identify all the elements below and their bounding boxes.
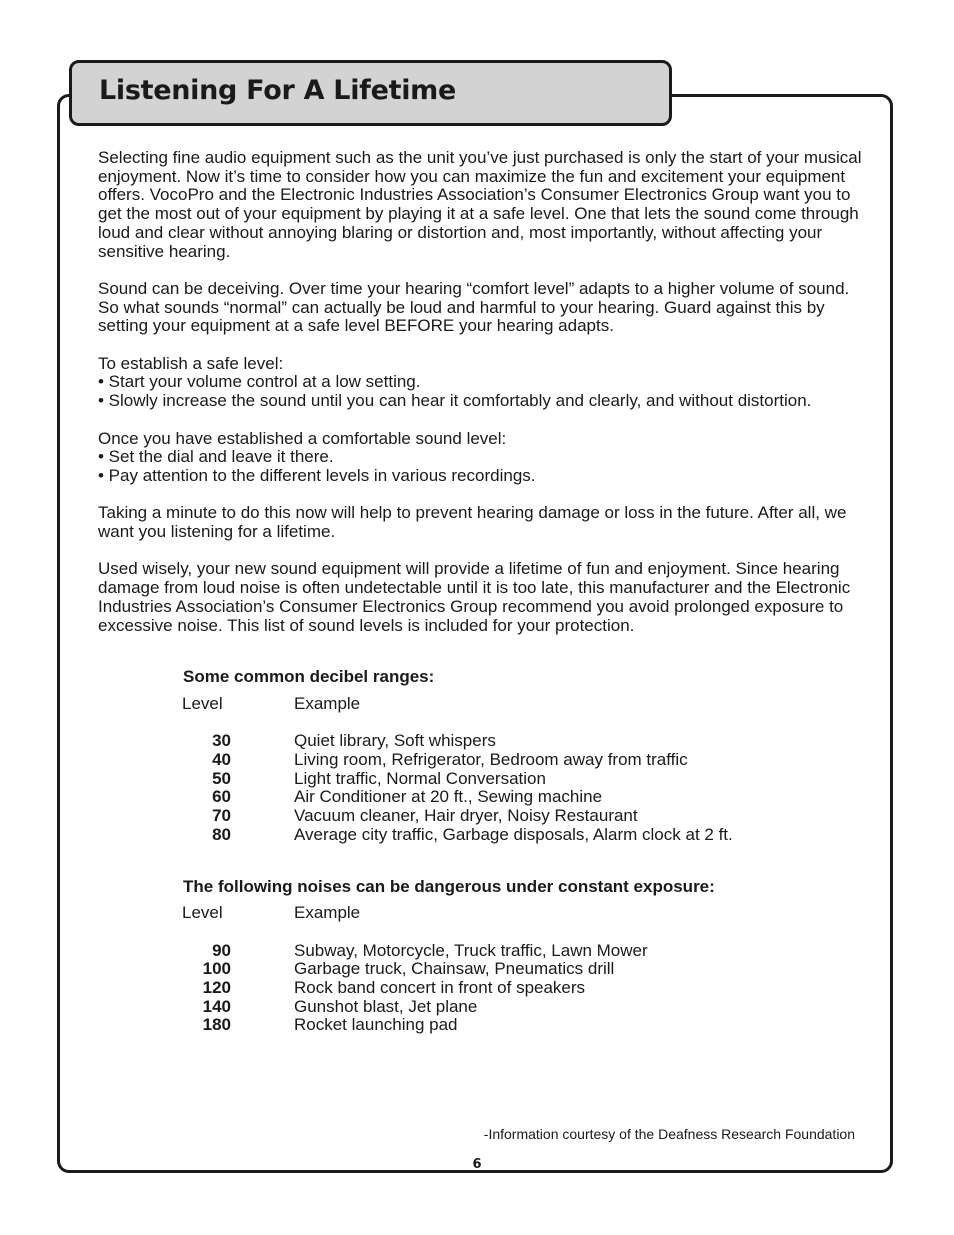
common-decibel-heading: Some common decibel ranges: bbox=[183, 667, 435, 687]
comfort-level-item: • Pay attention to the different levels in various recordings. bbox=[98, 465, 536, 485]
decibel-level: 80 bbox=[212, 824, 231, 844]
decibel-example: Subway, Motorcycle, Truck traffic, Lawn Mower bbox=[294, 940, 648, 960]
decibel-example: Vacuum cleaner, Hair dryer, Noisy Restaurant bbox=[294, 806, 638, 826]
intro-paragraph: Selecting fine audio equipment such as the unit you’ve just purchased is only the start of your musical enjoyment. Now it’s time to consider how you can maximize the fun and excitement your equipment offers. VocoPro and the Electronic Industries Association’s Consumer Electronics Group want you to get the most out of your equipment by playing it at a safe level. One that lets the sound come through loud and clear without annoying blaring or distortion and, most importantly, without affecting your sensitive hearing. bbox=[98, 148, 862, 261]
safe-level-item: • Slowly increase the sound until you can hear it comfortably and clearly, and without distortion. bbox=[98, 391, 812, 411]
decibel-example: Garbage truck, Chainsaw, Pneumatics drill bbox=[294, 959, 615, 979]
table-row bbox=[182, 960, 868, 979]
table-row bbox=[182, 732, 868, 751]
decibel-level: 30 bbox=[212, 731, 231, 751]
table-row bbox=[182, 826, 868, 845]
common-decibel-header-row bbox=[182, 695, 868, 714]
example-column-header: Example bbox=[294, 903, 361, 923]
table-row bbox=[182, 807, 868, 826]
deceiving-paragraph: Sound can be deceiving. Over time your hearing “comfort level” adapts to a higher volume of sound. So what sounds “normal” can actually be loud and harmful to your hearing. Guard against this by setting your equipment at a safe level BEFORE your hearing adapts. bbox=[98, 278, 850, 336]
table-row bbox=[182, 751, 868, 770]
source-credit: -Information courtesy of the Deafness Research Foundation bbox=[483, 1126, 855, 1142]
minute-paragraph: Taking a minute to do this now will help to prevent hearing damage or loss in the future. After all, we want you listening for a lifetime. bbox=[98, 503, 847, 541]
title-tab bbox=[69, 60, 672, 126]
wisely-paragraph: Used wisely, your new sound equipment will provide a lifetime of fun and enjoyment. Since hearing damage from loud noise is often undetectable until it is too late, this manufacturer and the Electronic Industries Association’s Consumer Electronics Group recommend you avoid prolonged exposure to excessive noise. This list of sound levels is included for your protection. bbox=[98, 559, 851, 635]
decibel-example: Rocket launching pad bbox=[294, 1015, 458, 1035]
table-row bbox=[182, 998, 868, 1017]
decibel-example: Living room, Refrigerator, Bedroom away from traffic bbox=[294, 750, 688, 769]
safe-level-item: • Start your volume control at a low setting. bbox=[98, 372, 421, 392]
decibel-level: 180 bbox=[202, 1015, 231, 1035]
decibel-level: 50 bbox=[212, 768, 231, 788]
level-column-header: Level bbox=[182, 903, 223, 923]
example-column-header: Example bbox=[294, 693, 361, 713]
table-row bbox=[182, 1016, 868, 1035]
decibel-level: 90 bbox=[212, 940, 231, 960]
decibel-level: 70 bbox=[212, 806, 231, 826]
decibel-level: 140 bbox=[202, 996, 231, 1016]
decibel-example: Rock band concert in front of speakers bbox=[294, 978, 586, 998]
comfort-level-item: • Set the dial and leave it there. bbox=[98, 447, 334, 467]
page-number: 6 bbox=[472, 1157, 482, 1172]
decibel-level: 40 bbox=[212, 750, 231, 769]
decibel-level: 120 bbox=[202, 978, 231, 998]
decibel-level: 100 bbox=[202, 959, 231, 979]
decibel-example: Gunshot blast, Jet plane bbox=[294, 996, 478, 1016]
table-row bbox=[182, 788, 868, 807]
main-content bbox=[98, 149, 868, 1035]
dangerous-noise-table bbox=[182, 878, 868, 1036]
decibel-example: Air Conditioner at 20 ft., Sewing machine bbox=[294, 787, 603, 807]
decibel-example: Light traffic, Normal Conversation bbox=[294, 768, 546, 788]
safe-level-intro: To establish a safe level: bbox=[98, 353, 284, 373]
level-column-header: Level bbox=[182, 693, 223, 713]
page-title: Listening For A Lifetime bbox=[99, 75, 457, 106]
table-row bbox=[182, 770, 868, 789]
dangerous-noise-header-row bbox=[182, 904, 868, 923]
comfort-level-intro: Once you have established a comfortable sound level: bbox=[98, 428, 507, 448]
table-row bbox=[182, 979, 868, 998]
decibel-example: Average city traffic, Garbage disposals, Alarm clock at 2 ft. bbox=[294, 824, 733, 844]
table-row bbox=[182, 942, 868, 961]
decibel-level: 60 bbox=[212, 787, 231, 807]
common-decibel-table bbox=[182, 668, 868, 844]
decibel-example: Quiet library, Soft whispers bbox=[294, 731, 496, 751]
dangerous-noise-heading: The following noises can be dangerous under constant exposure: bbox=[183, 876, 715, 896]
